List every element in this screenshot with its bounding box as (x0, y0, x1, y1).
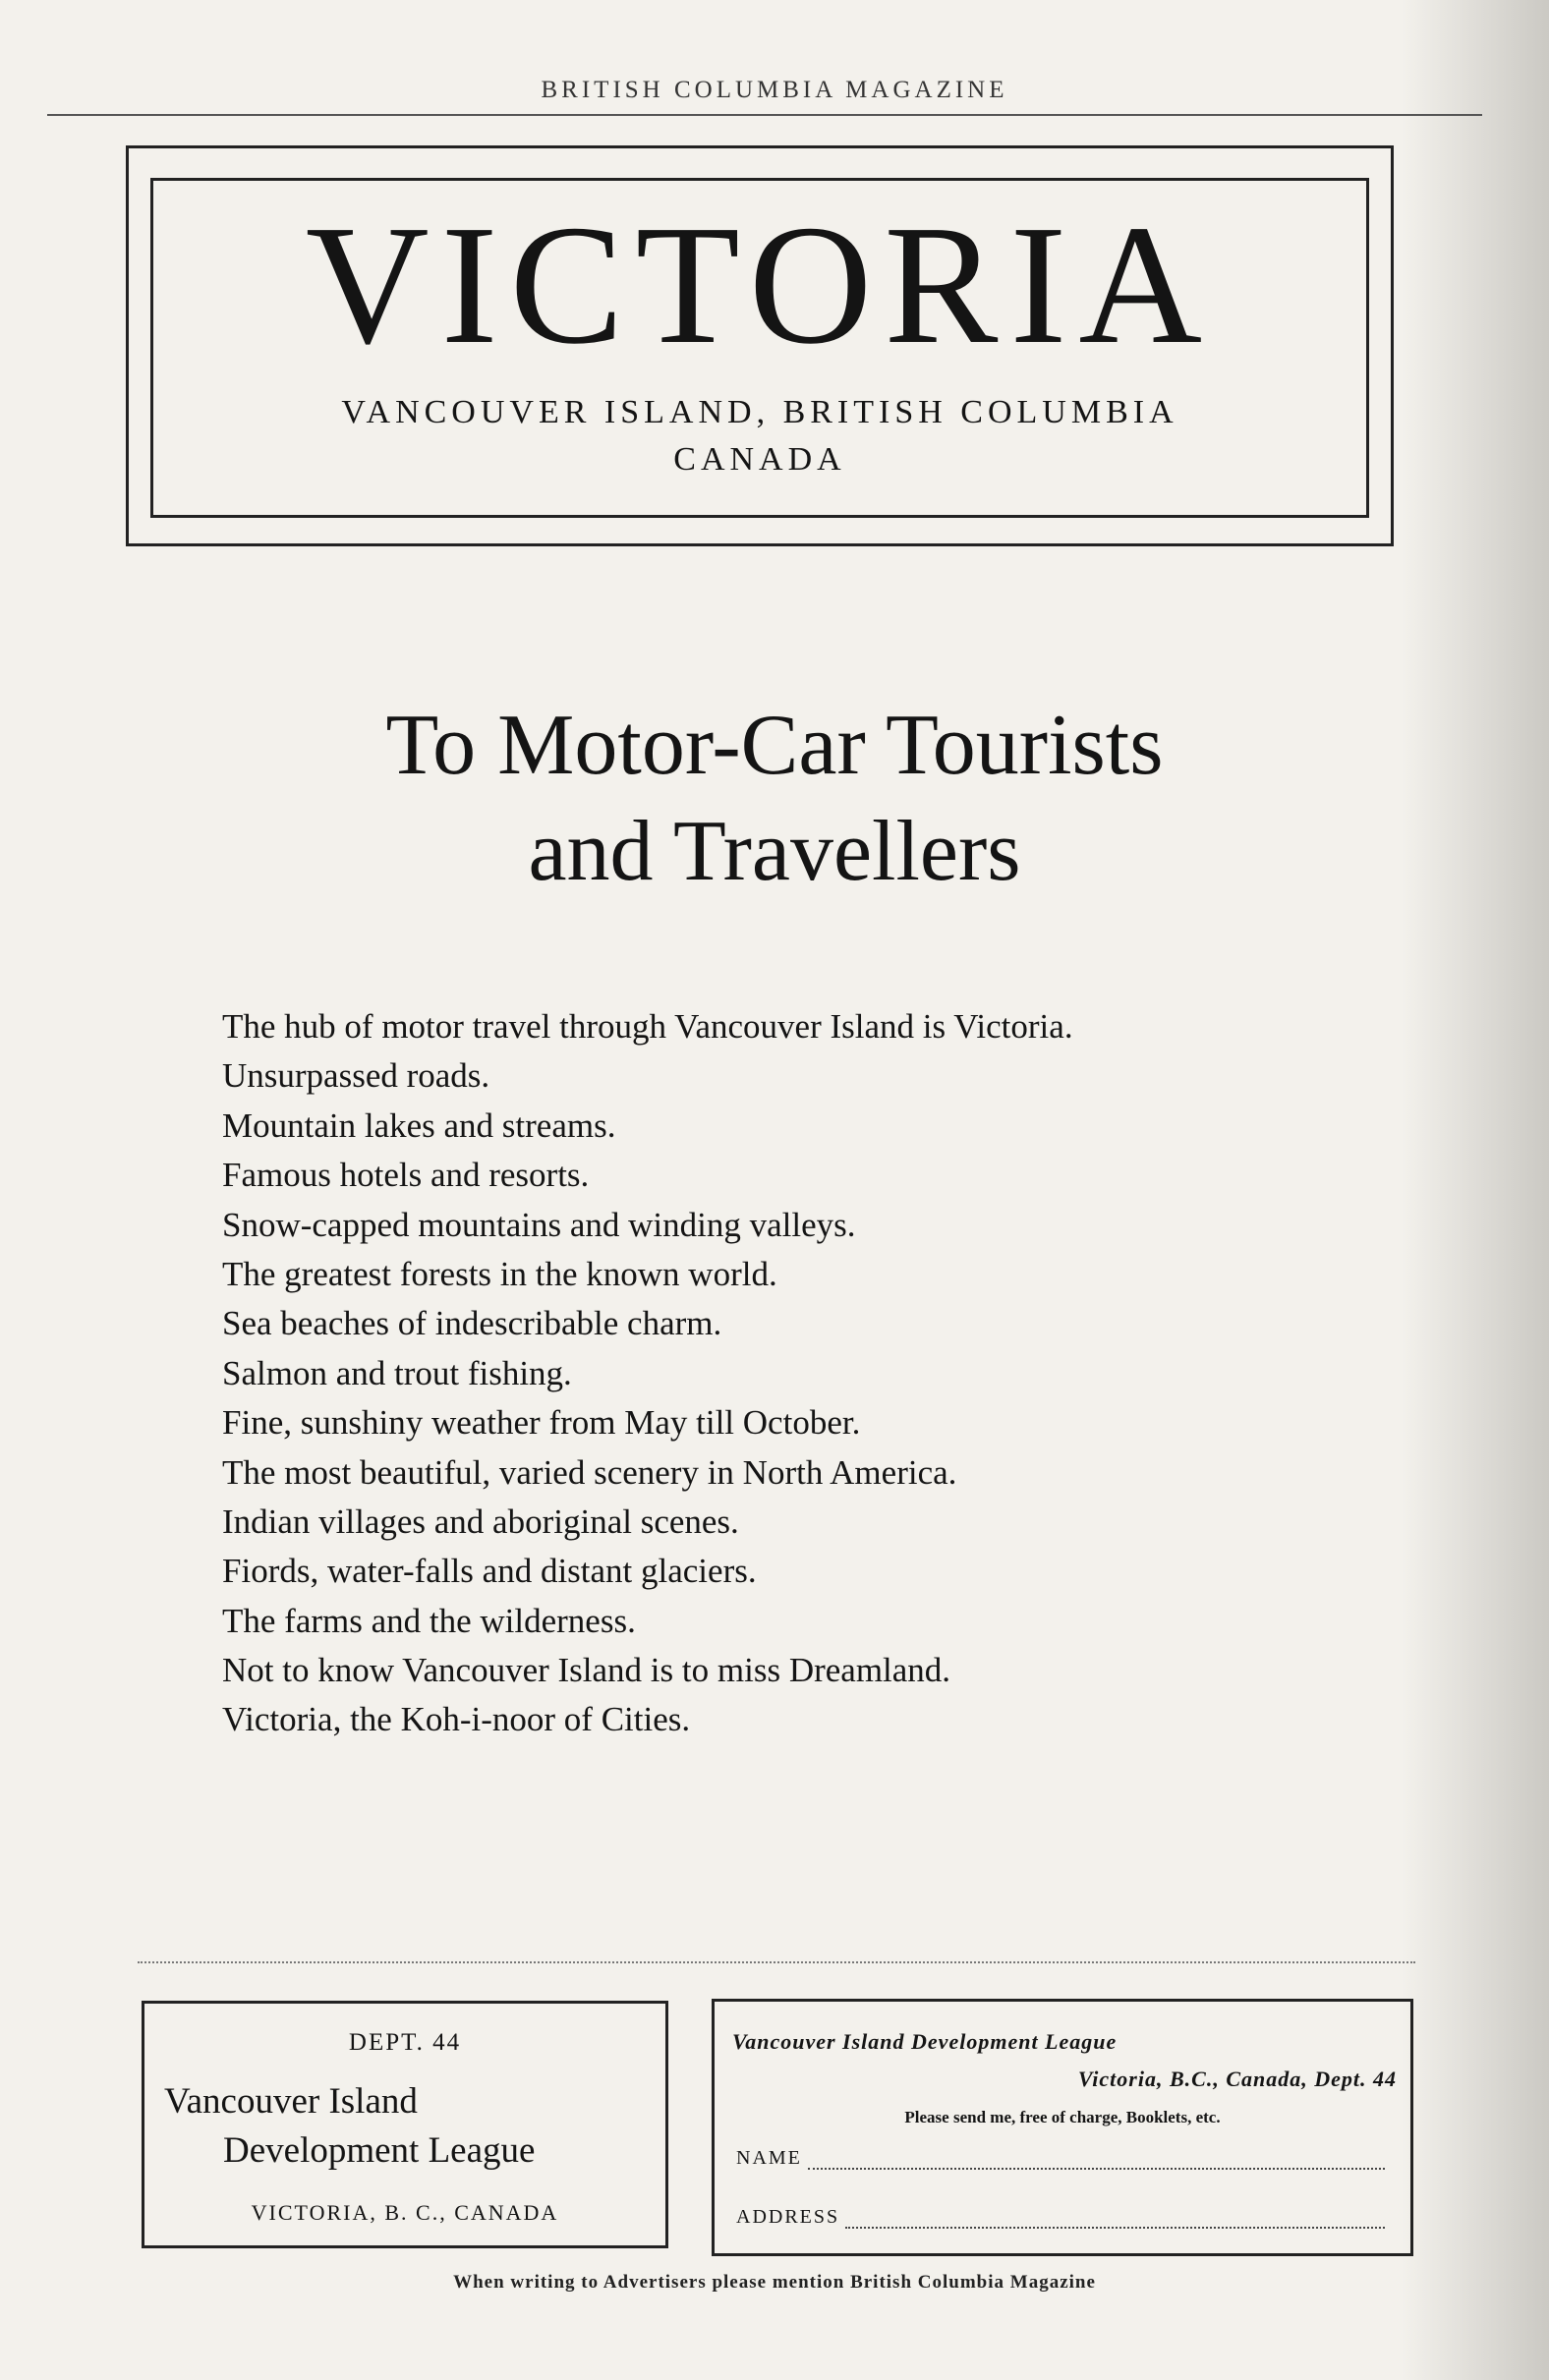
feature-item: The most beautiful, varied scenery in North America. (222, 1452, 957, 1492)
headline (0, 693, 1549, 905)
feature-item: Mountain lakes and streams. (222, 1105, 616, 1145)
address-dept: DEPT. 44 (348, 2029, 462, 2056)
header-rule (47, 114, 1482, 116)
headline-line-2: and Travellers (528, 804, 1021, 899)
feature-item: Famous hotels and resorts. (222, 1156, 590, 1195)
coupon-name-label: NAME (736, 2147, 802, 2169)
feature-item: The greatest forests in the known world. (222, 1254, 777, 1293)
feature-list (222, 1002, 1402, 1745)
address-box (142, 2001, 668, 2248)
coupon-note: Please send me, free of charge, Booklets, etc. (904, 2108, 1221, 2126)
masthead-frame (126, 145, 1394, 546)
section-divider (138, 1961, 1415, 1963)
running-head: BRITISH COLUMBIA MAGAZINE (541, 77, 1008, 103)
coupon-name-field[interactable] (736, 2147, 1385, 2170)
feature-item: Not to know Vancouver Island is to miss Dreamland. (222, 1651, 951, 1690)
coupon-address-line[interactable] (845, 2209, 1385, 2229)
page-edge-shading (1402, 0, 1549, 2380)
address-city: VICTORIA, B. C., CANADA (251, 2200, 559, 2225)
feature-item: The hub of motor travel through Vancouver Island is Victoria. (222, 1007, 1073, 1046)
address-line-1: Vancouver Island (164, 2081, 418, 2122)
footer-note: When writing to Advertisers please mention British Columbia Magazine (453, 2272, 1096, 2293)
coupon-name-line[interactable] (808, 2150, 1385, 2170)
coupon-address-label: ADDRESS (736, 2206, 840, 2228)
coupon-address-field[interactable] (736, 2206, 1385, 2229)
masthead-country: CANADA (673, 441, 846, 478)
masthead-title: VICTORIA (305, 190, 1215, 379)
masthead-inner-frame (150, 178, 1369, 518)
feature-item: Indian villages and aboriginal scenes. (222, 1502, 739, 1541)
feature-item: The farms and the wilderness. (222, 1601, 636, 1640)
feature-item: Fiords, water-falls and distant glaciers. (222, 1552, 757, 1591)
masthead-subtitle: VANCOUVER ISLAND, BRITISH COLUMBIA (341, 394, 1178, 430)
feature-item: Snow-capped mountains and winding valleys. (222, 1205, 856, 1244)
coupon-organization: Vancouver Island Development League (732, 2029, 1118, 2054)
feature-item: Victoria, the Koh-i-noor of Cities. (222, 1700, 691, 1739)
feature-item: Sea beaches of indescribable charm. (222, 1304, 722, 1343)
feature-item: Fine, sunshiny weather from May till October. (222, 1403, 861, 1443)
feature-item: Unsurpassed roads. (222, 1056, 490, 1096)
coupon-city-dept: Victoria, B.C., Canada, Dept. 44 (1077, 2067, 1397, 2091)
request-coupon (712, 1999, 1413, 2256)
headline-line-1: To Motor-Car Tourists (385, 698, 1164, 793)
address-line-2: Development League (223, 2130, 536, 2171)
feature-item: Salmon and trout fishing. (222, 1353, 572, 1392)
